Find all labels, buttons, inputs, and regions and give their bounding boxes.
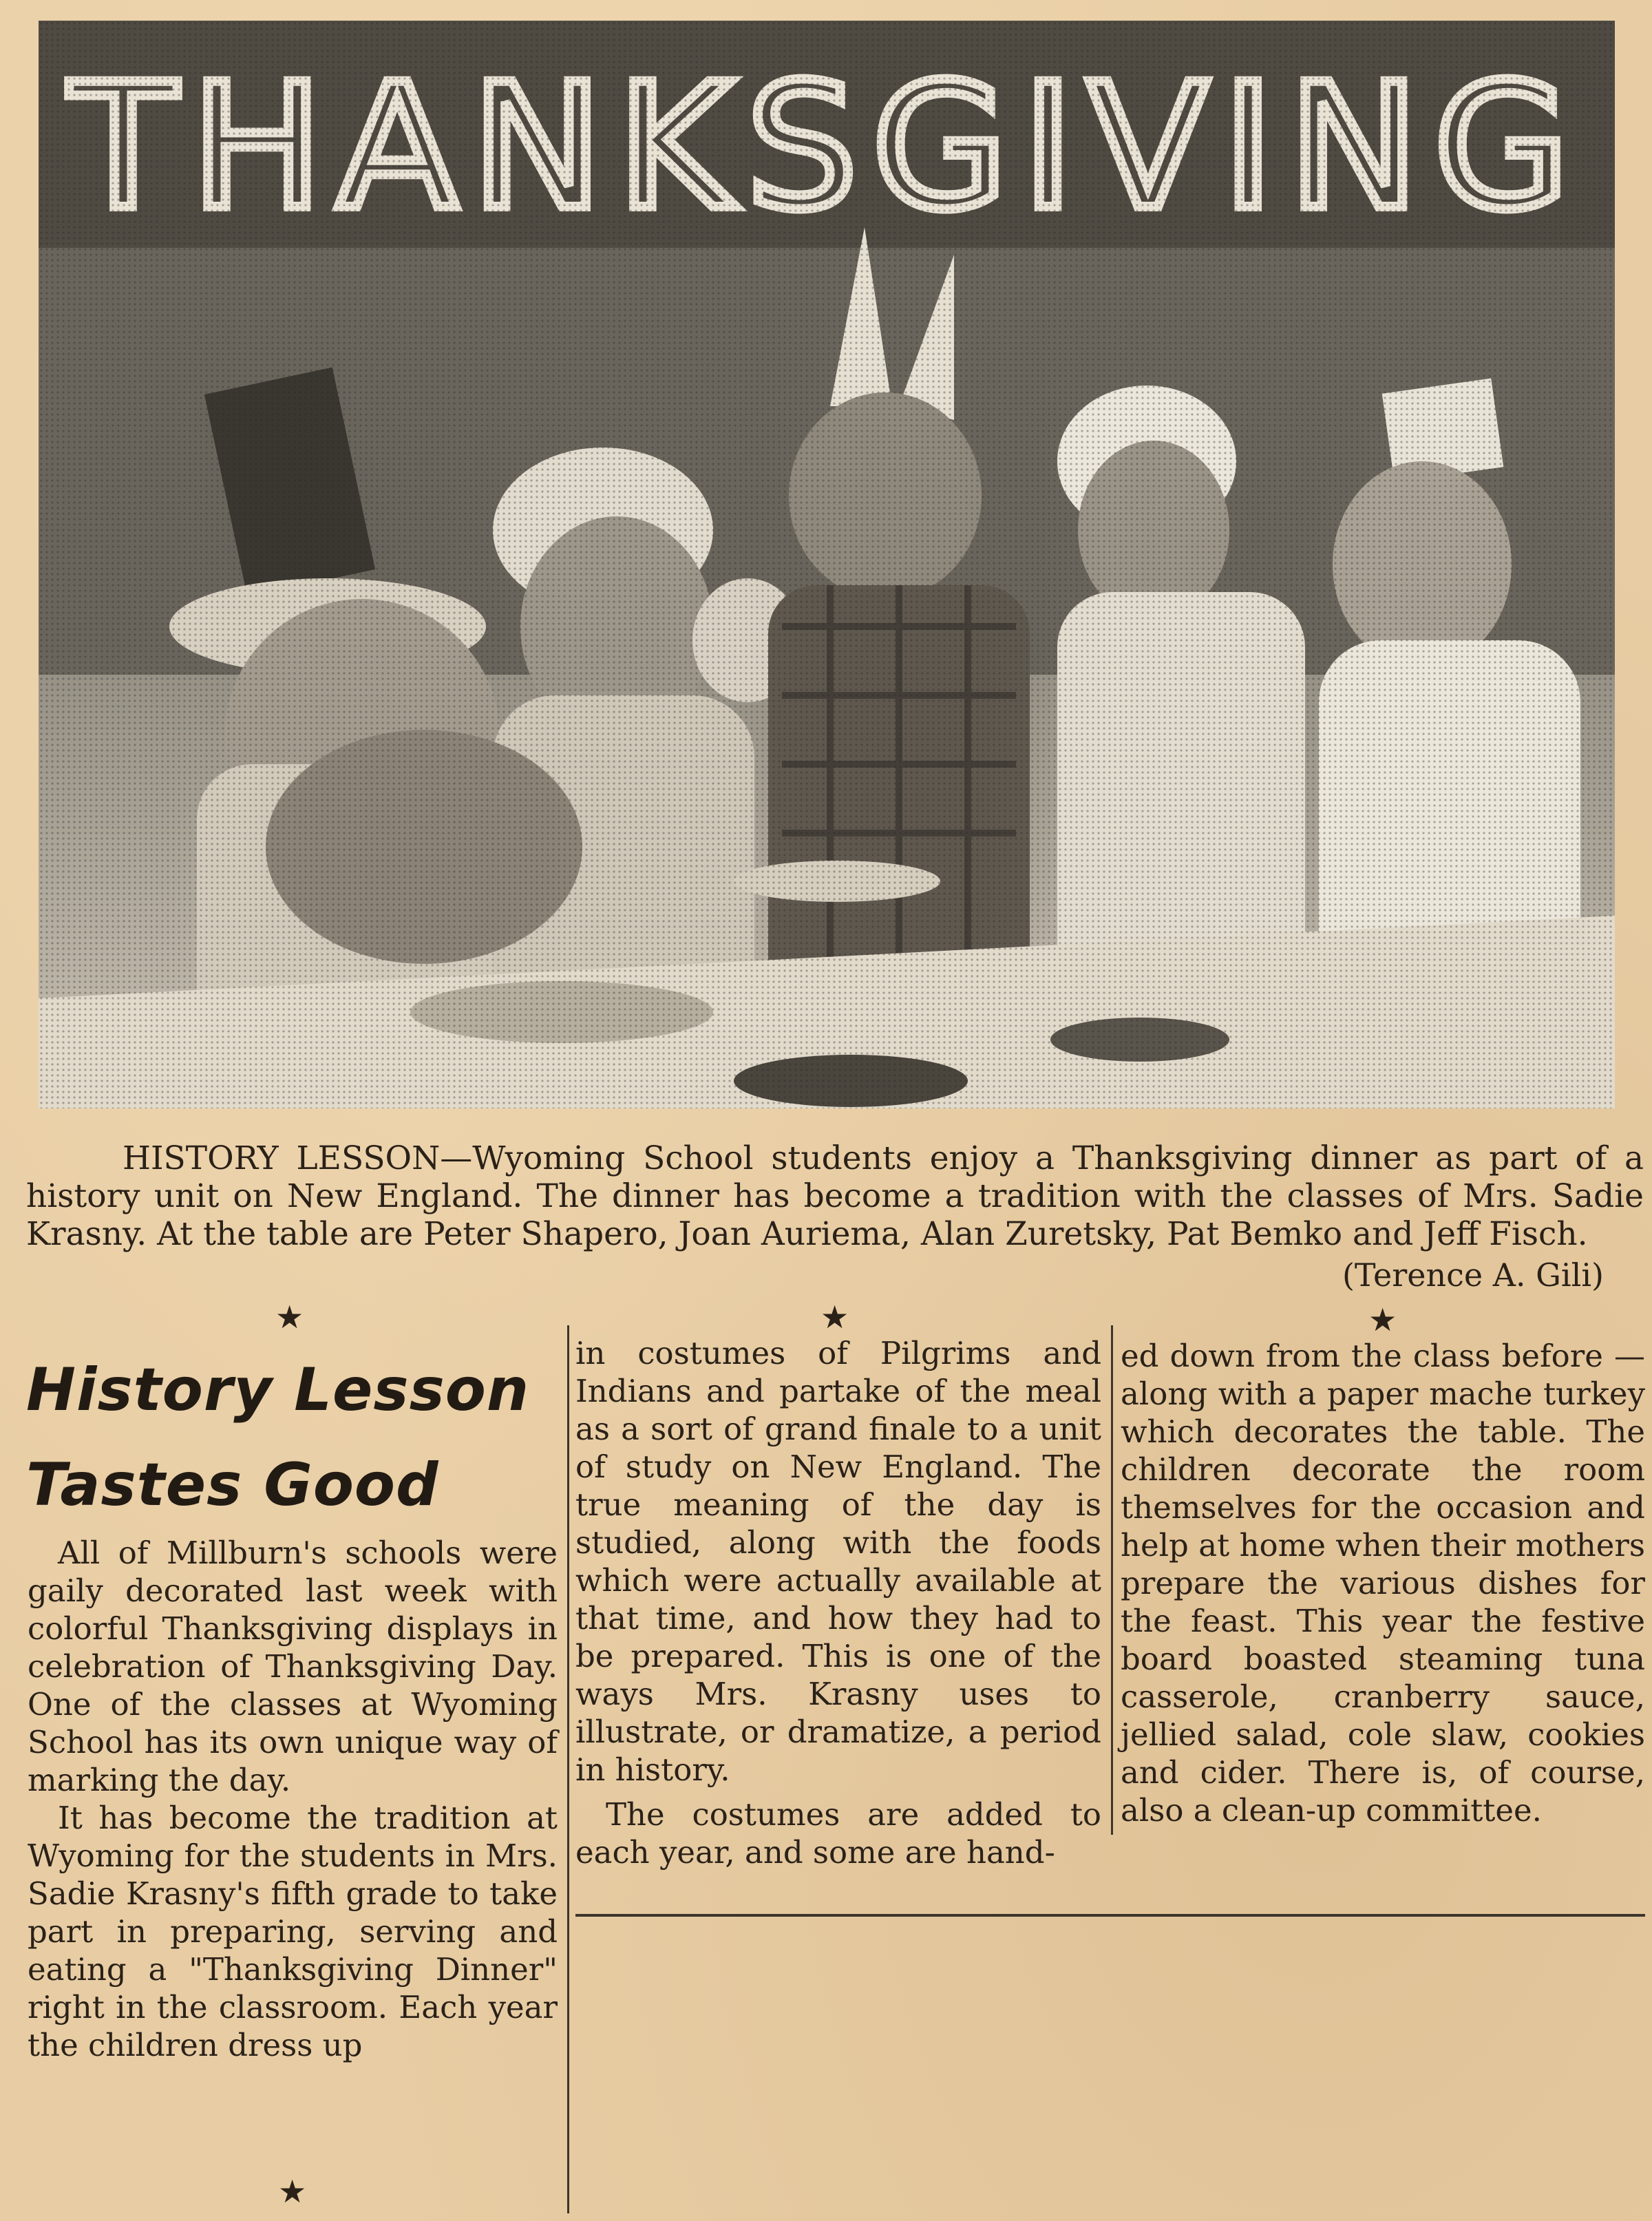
paragraph: The costumes are added to each year, and some are hand- xyxy=(575,1796,1101,1871)
paragraph: in costumes of Pilgrims and Indians and partake of the meal as a sort of grand finale to a unit of study on New England. The true meaning of the day is studied, along with the foods which were actually available at that time, and how they had to be prepared. This is one of the ways Mrs. Krasny uses to illustrate, or dramatize, a period in history. xyxy=(575,1335,1101,1788)
article-headline xyxy=(26,1343,549,1533)
caption-text: HISTORY LESSON—Wyoming School students enjoy a Thanksgiving dinner as part of a history unit on New England. The dinner has become a tradition with the classes of Mrs. Sadie Krasny. At the table are Peter Shapero, Joan Auriema, Alan Zuretsky, Pat Bemko and Jeff Fisch. xyxy=(26,1139,1644,1253)
article-column-1 xyxy=(28,1534,558,2064)
star-icon: ★ xyxy=(275,1298,304,1336)
article-column-3 xyxy=(1121,1337,1645,1829)
article-column-2 xyxy=(575,1334,1101,1871)
star-icon: ★ xyxy=(820,1298,849,1336)
column-divider xyxy=(567,1325,569,2213)
column-divider xyxy=(1111,1325,1113,1835)
classroom-photo-illustration xyxy=(39,21,1615,1108)
headline-line-1: History Lesson xyxy=(26,1356,530,1424)
star-icon: ★ xyxy=(1368,1301,1397,1338)
photo-caption xyxy=(26,1139,1644,1253)
paragraph: It has become the tradition at Wyoming for the students in Mrs. Sadie Krasny's fifth grade to take part in preparing, serving and eating a "Thanksgiving Dinner" right in the classroom. Each year the children dress up xyxy=(28,1800,558,2063)
photo-credit: (Terence A. Gili) xyxy=(1342,1256,1604,1294)
thanksgiving-photo xyxy=(39,21,1615,1108)
paragraph: All of Millburn's schools were gaily decorated last week with colorful Thanksgiving displays in celebration of Thanksgiving Day. One of the classes at Wyoming School has its own unique way of marking the day. xyxy=(28,1535,558,1798)
star-icon: ★ xyxy=(278,2173,307,2210)
section-rule xyxy=(575,1914,1645,1917)
paragraph: ed down from the class before —along with a paper mache turkey which decorates the table. The children decorate the room themselves for the occasion and help at home when their mothers prepare the various dishes for the feast. This year the festive board boasted steaming tuna casserole, cranberry sauce, jellied salad, cole slaw, cookies and cider. There is, of course, also a clean-up committee. xyxy=(1121,1338,1645,1829)
headline-line-2: Tastes Good xyxy=(26,1451,439,1519)
